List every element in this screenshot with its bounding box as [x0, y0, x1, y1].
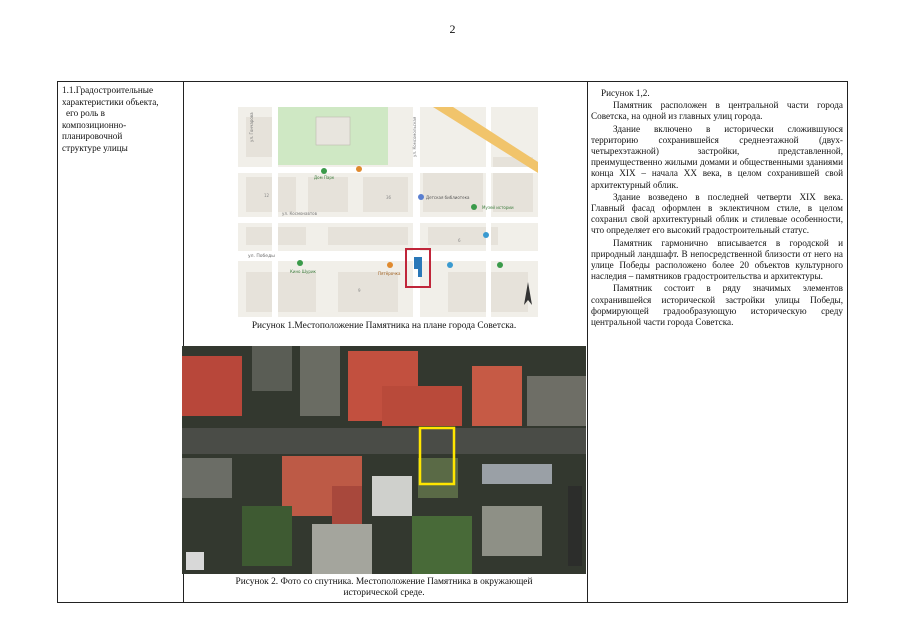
section-heading-cell — [62, 85, 182, 155]
cafe-poi-icon — [356, 166, 362, 172]
section-heading-line: 1.1.Градостроительные — [62, 85, 154, 95]
library-poi-icon — [418, 194, 424, 200]
city-map-figure — [238, 107, 538, 317]
park-poi-icon — [321, 168, 327, 174]
poi-label: Кино Шурик — [290, 269, 316, 274]
figure2-caption — [182, 577, 586, 599]
street-label: ул. Гончарова — [249, 112, 254, 142]
poi-label: Дом Парк — [314, 175, 335, 180]
section-heading-line: композиционно- — [62, 119, 127, 130]
cinema-poi-icon — [297, 260, 303, 266]
city-map-graphic — [238, 107, 538, 317]
museum-poi-icon — [471, 204, 477, 210]
street-label: ул. Победы — [248, 254, 275, 259]
page-number: 2 — [449, 22, 456, 36]
figure1-caption: Рисунок 1.Местоположение Памятника на плане города Советска. — [251, 321, 517, 331]
shop-poi-icon — [387, 262, 393, 268]
house-number: 9 — [358, 288, 361, 293]
description-paragraph: Здание включено в исторически сложившуюся территорию сохранившейся среднеэтажной (двух-четырехэтажной) застройки, представленной, преимущественно жилыми домами и общественными зданиями конца XIX – начала XX века, в целом сохранившей свой архитектурный облик. — [591, 123, 843, 190]
poi-label: Детская библиотека — [426, 195, 470, 200]
street-strip — [182, 428, 586, 454]
satellite-photo-figure — [182, 346, 586, 574]
description-cell — [591, 88, 843, 329]
street-label: ул. Космонавтов — [282, 211, 317, 216]
house-number: 6 — [458, 238, 461, 243]
section-heading-line: его роль в — [66, 108, 105, 119]
description-title: Рисунок 1,2. — [601, 88, 650, 98]
history-museum-poi-icon — [497, 262, 503, 268]
description-paragraph: Памятник гармонично вписывается в городской и природный ландшафт. В непосредственной близости от него на улице Победы расположено более 20 объектов культурного наследия – памятников градостроительства и архитектуры. — [591, 237, 843, 282]
satellite-photo-graphic — [182, 346, 586, 574]
pobedy-street — [238, 251, 538, 261]
document-table — [57, 81, 848, 603]
bank-poi-icon — [447, 262, 453, 268]
layer-thumbnail[interactable] — [186, 552, 204, 570]
column-divider-right — [587, 82, 588, 602]
house-number: 12 — [264, 193, 270, 198]
poi-label: Музей истории — [482, 205, 514, 210]
description-paragraph: Памятник состоит в ряду значимых элементов сохранившейся исторической застройки улицы Победы, формирующей градообразующую историческую среду центральной части города Советска. — [591, 283, 843, 328]
section-heading-line: структуре улицы — [62, 142, 128, 153]
section-heading-line: характеристики объекта, — [62, 96, 159, 107]
school-poi-icon — [483, 232, 489, 238]
figure2-caption-line: Рисунок 2. Фото со спутника. Местоположение Памятника в окружающей — [235, 577, 533, 587]
description-paragraph: Памятник расположен в центральной части города Советска, на одной из главных улиц города. — [591, 100, 843, 122]
figure2-caption-line: исторической среде. — [343, 588, 425, 598]
section-heading-line: планировочной — [62, 131, 123, 142]
park-building — [316, 117, 350, 145]
street-label: ул. Комсомольская — [412, 116, 417, 157]
house-number: 36 — [386, 195, 392, 200]
poi-label: Пятёрочка — [378, 271, 401, 276]
map-controls[interactable] — [568, 486, 582, 566]
description-paragraph: Здание возведено в последней четверти XIX века. Главный фасад оформлен в эклектичном стиле, в целом сохранил свой архитектурный облик и стилевые особенности, что определяет его высокий градостроительный статус. — [591, 191, 843, 236]
